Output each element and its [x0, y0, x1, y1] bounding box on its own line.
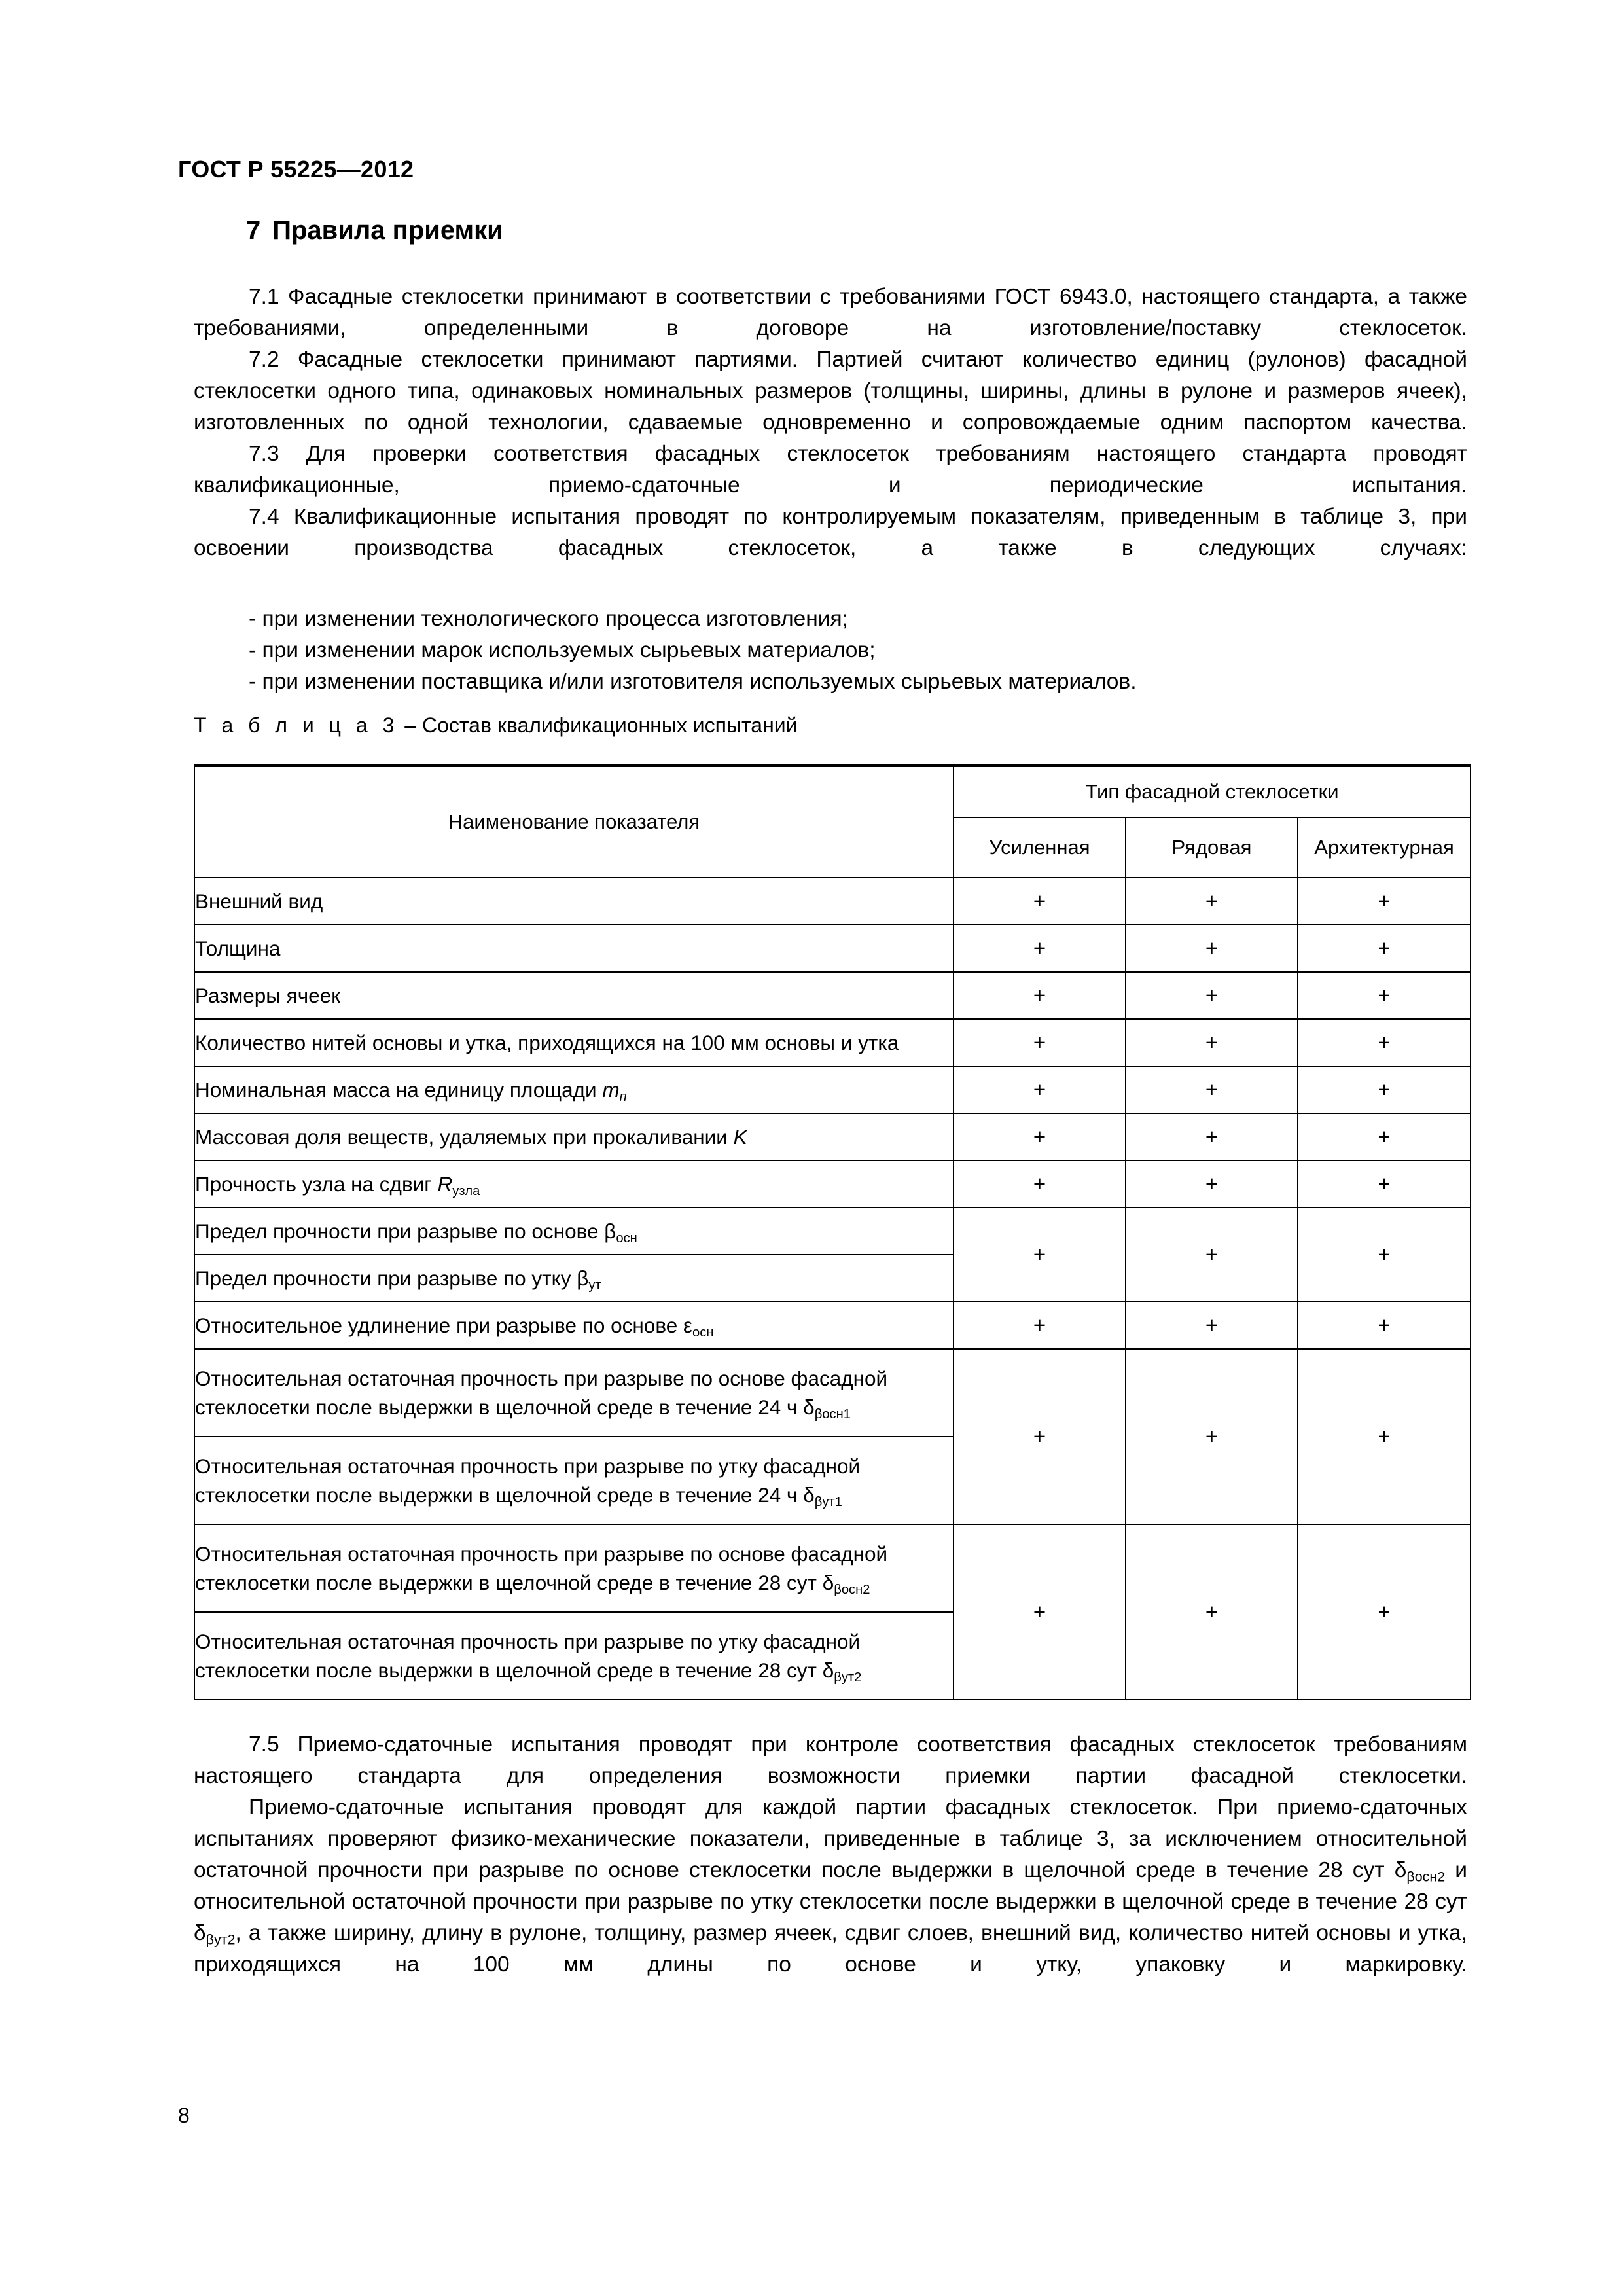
- symbol-subscript: βут1: [814, 1495, 842, 1510]
- row-label-tolshchina: Толщина: [194, 925, 954, 972]
- page-number: 8: [178, 2104, 190, 2127]
- column-header-ryadovaya: Рядовая: [1126, 817, 1298, 878]
- section-heading: [246, 216, 503, 245]
- table-row: [194, 1208, 1471, 1255]
- row-label-text: Относительная остаточная прочность при разрыве по основе фасадной стеклосетки после выдержки в щелочной среде в течение 28 сут: [195, 1542, 888, 1594]
- symbol: δ: [822, 1659, 834, 1682]
- row-label-kolichestvo-nitey: Количество нитей основы и утка, приходящихся на 100 мм основы и утка: [194, 1019, 954, 1066]
- symbol-subscript: осн: [692, 1325, 714, 1340]
- row-label-predel-prochnosti-utok: [194, 1255, 954, 1302]
- table-row: [194, 1302, 1471, 1349]
- list-item: - при изменении марок используемых сырьевых материалов;: [249, 638, 876, 662]
- column-header-name: Наименование показателя: [194, 766, 954, 878]
- mark-arhitekturnaya: +: [1298, 1208, 1471, 1302]
- symbol: ε: [683, 1314, 693, 1337]
- column-header-arhitekturnaya: Архитектурная: [1298, 817, 1471, 878]
- column-header-group-type: Тип фасадной стеклосетки: [954, 766, 1471, 817]
- row-label-vneshniy-vid: Внешний вид: [194, 878, 954, 925]
- mark-ryadovaya: +: [1126, 1019, 1298, 1066]
- symbol-subscript: п: [619, 1090, 627, 1105]
- paragraph-7-3: 7.3 Для проверки соответствия фасадных стеклосеток требованиям настоящего стандарта проводят квалификационные, приемо-сдаточные и периодические испытания.: [194, 442, 1467, 497]
- symbol-subscript: узла: [452, 1184, 480, 1199]
- mark-usilennaya: +: [954, 1524, 1126, 1700]
- paragraph-acceptance-details: [194, 1792, 1467, 1981]
- paragraph-text-part-2: и относительной остаточной прочности при разрыве по утку стеклосетки после выдержки в щелочной среде в течение 28 сут: [194, 1858, 1467, 1914]
- row-label-ost-prochnost-utok-28: [194, 1612, 954, 1700]
- table-caption-dash: –: [404, 713, 417, 737]
- row-label-text: Номинальная масса на единицу площади: [195, 1078, 603, 1102]
- table-header-row-group: [194, 766, 1471, 817]
- symbol-subscript: осн: [616, 1231, 637, 1246]
- row-label-text: Прочность узла на сдвиг: [195, 1172, 438, 1196]
- mark-arhitekturnaya: +: [1298, 878, 1471, 925]
- table-row: [194, 925, 1471, 972]
- mark-ryadovaya: +: [1126, 1160, 1298, 1208]
- table-head: [194, 766, 1471, 878]
- mark-ryadovaya: +: [1126, 972, 1298, 1019]
- mark-arhitekturnaya: +: [1298, 1019, 1471, 1066]
- mark-arhitekturnaya: +: [1298, 1113, 1471, 1160]
- document-standard-id: ГОСТ Р 55225—2012: [178, 156, 414, 183]
- qualification-cases-list: [194, 603, 1467, 698]
- row-label-otnositelnoe-udlinenie: [194, 1302, 954, 1349]
- table-row: [194, 1066, 1471, 1113]
- qualification-tests-table: [194, 764, 1471, 1700]
- table-body: [194, 878, 1471, 1700]
- table-row: [194, 1349, 1471, 1437]
- row-label-ost-prochnost-utok-24: [194, 1437, 954, 1524]
- row-label-text: Относительная остаточная прочность при разрыве по основе фасадной стеклосетки после выдержки в щелочной среде в течение 24 ч: [195, 1367, 888, 1419]
- table-row: [194, 1160, 1471, 1208]
- list-item: - при изменении поставщика и/или изготовителя используемых сырьевых материалов.: [249, 670, 1137, 694]
- table-row: [194, 972, 1471, 1019]
- paragraph-7-1: 7.1 Фасадные стеклосетки принимают в соответствии с требованиями ГОСТ 6943.0, настоящего стандарта, а также требованиями, определенными в договоре на изготовление/поставку стеклосеток.: [194, 285, 1467, 340]
- symbol-subscript: ут: [588, 1278, 601, 1293]
- symbol: m: [602, 1078, 620, 1102]
- mark-usilennaya: +: [954, 1208, 1126, 1302]
- paragraph-text-part-1: Приемо-сдаточные испытания проводят для каждой партии фасадных стеклосеток. При приемо-сдаточных испытаниях проверяют физико-механические показатели, приведенные в таблице 3, за исключением относительной остаточной прочности при разрыве по основе стеклосетки после выдержки в щелочной среде в течение 28 сут: [194, 1795, 1467, 1882]
- table-caption-label: Т а б л и ц а 3: [194, 713, 399, 737]
- row-label-razmery-yacheek: Размеры ячеек: [194, 972, 954, 1019]
- mark-usilennaya: +: [954, 1160, 1126, 1208]
- row-label-text: Относительная остаточная прочность при разрыве по утку фасадной стеклосетки после выдержки в щелочной среде в течение 24 ч: [195, 1454, 861, 1507]
- table-row: [194, 1113, 1471, 1160]
- row-label-predel-prochnosti-osnova: [194, 1208, 954, 1255]
- mark-ryadovaya: +: [1126, 1066, 1298, 1113]
- section-title: Правила приемки: [272, 216, 503, 245]
- table-row: [194, 1524, 1471, 1612]
- mark-ryadovaya: +: [1126, 1113, 1298, 1160]
- mark-ryadovaya: +: [1126, 1524, 1298, 1700]
- symbol: δ: [822, 1571, 834, 1594]
- row-label-nominalnaya-massa: [194, 1066, 954, 1113]
- row-label-text: Предел прочности при разрыве по основе: [195, 1219, 605, 1243]
- symbol: β: [577, 1266, 589, 1290]
- row-label-text: Относительная остаточная прочность при разрыве по утку фасадной стеклосетки после выдержки в щелочной среде в течение 28 сут: [195, 1630, 861, 1682]
- mark-arhitekturnaya: +: [1298, 1349, 1471, 1524]
- symbol: δ: [803, 1395, 815, 1419]
- table-3-wrapper: [194, 764, 1470, 1700]
- mark-ryadovaya: +: [1126, 1208, 1298, 1302]
- symbol: δ: [803, 1483, 815, 1507]
- row-label-ost-prochnost-osnova-24: [194, 1349, 954, 1437]
- mark-usilennaya: +: [954, 878, 1126, 925]
- paragraph-7-5: 7.5 Приемо-сдаточные испытания проводят при контроле соответствия фасадных стеклосеток требованиям настоящего стандарта для определения возможности приемки партии фасадной стеклосетки.: [194, 1732, 1467, 1788]
- table-caption-text: Состав квалификационных испытаний: [421, 713, 798, 737]
- mark-usilennaya: +: [954, 1302, 1126, 1349]
- symbol-subscript: βут2: [205, 1931, 236, 1948]
- mark-arhitekturnaya: +: [1298, 925, 1471, 972]
- row-label-prochnost-uzla: [194, 1160, 954, 1208]
- mark-arhitekturnaya: +: [1298, 1302, 1471, 1349]
- symbol-subscript: βосн2: [1406, 1869, 1446, 1885]
- table-row: [194, 878, 1471, 925]
- symbol: δ: [1394, 1858, 1407, 1882]
- symbol: R: [437, 1172, 453, 1196]
- mark-usilennaya: +: [954, 1066, 1126, 1113]
- paragraph-text-part-3: , а также ширину, длину в рулоне, толщину, размер ячеек, сдвиг слоев, внешний вид, количество нитей основы и утка, приходящихся на 100 мм длины по основе и утку, упаковку и маркировку.: [194, 1921, 1467, 1977]
- list-item: - при изменении технологического процесса изготовления;: [249, 607, 848, 631]
- row-label-text: Предел прочности при разрыве по утку: [195, 1266, 577, 1290]
- row-label-text: Массовая доля веществ, удаляемых при прокаливании: [195, 1125, 734, 1149]
- mark-ryadovaya: +: [1126, 925, 1298, 972]
- section-number: 7: [246, 216, 261, 245]
- mark-ryadovaya: +: [1126, 1302, 1298, 1349]
- paragraph-7-2: 7.2 Фасадные стеклосетки принимают партиями. Партией считают количество единиц (рулонов) фасадной стеклосетки одного типа, одинаковых номинальных размеров (толщины, ширины, длины в рулоне и размеров ячеек), изготовленных по одной технологии, сдаваемые одновременно и сопровождаемые одним паспортом качества.: [194, 348, 1467, 435]
- symbol-subscript: βосн1: [814, 1407, 851, 1422]
- mark-arhitekturnaya: +: [1298, 1160, 1471, 1208]
- row-label-ost-prochnost-osnova-28: [194, 1524, 954, 1612]
- paragraph-7-4: 7.4 Квалификационные испытания проводят по контролируемым показателям, приведенным в таблице 3, при освоении производства фасадных стеклосеток, а также в следующих случаях:: [194, 505, 1467, 560]
- mark-usilennaya: +: [954, 1019, 1126, 1066]
- symbol: β: [604, 1219, 616, 1243]
- mark-ryadovaya: +: [1126, 878, 1298, 925]
- mark-arhitekturnaya: +: [1298, 1066, 1471, 1113]
- closing-paragraphs: [194, 1729, 1467, 1981]
- symbol-subscript: βут2: [834, 1670, 862, 1685]
- mark-ryadovaya: +: [1126, 1349, 1298, 1524]
- mark-usilennaya: +: [954, 925, 1126, 972]
- row-label-text: Относительное удлинение при разрыве по основе: [195, 1314, 683, 1337]
- intro-paragraphs: [194, 281, 1467, 564]
- mark-usilennaya: +: [954, 972, 1126, 1019]
- table-caption: [194, 713, 797, 738]
- mark-usilennaya: +: [954, 1113, 1126, 1160]
- mark-arhitekturnaya: +: [1298, 1524, 1471, 1700]
- symbol: δ: [194, 1921, 206, 1945]
- symbol-subscript: βосн2: [834, 1583, 870, 1598]
- mark-usilennaya: +: [954, 1349, 1126, 1524]
- symbol: K: [733, 1125, 747, 1149]
- column-header-usilennaya: Усиленная: [954, 817, 1126, 878]
- table-row: [194, 1019, 1471, 1066]
- mark-arhitekturnaya: +: [1298, 972, 1471, 1019]
- row-label-massovaya-dolya: [194, 1113, 954, 1160]
